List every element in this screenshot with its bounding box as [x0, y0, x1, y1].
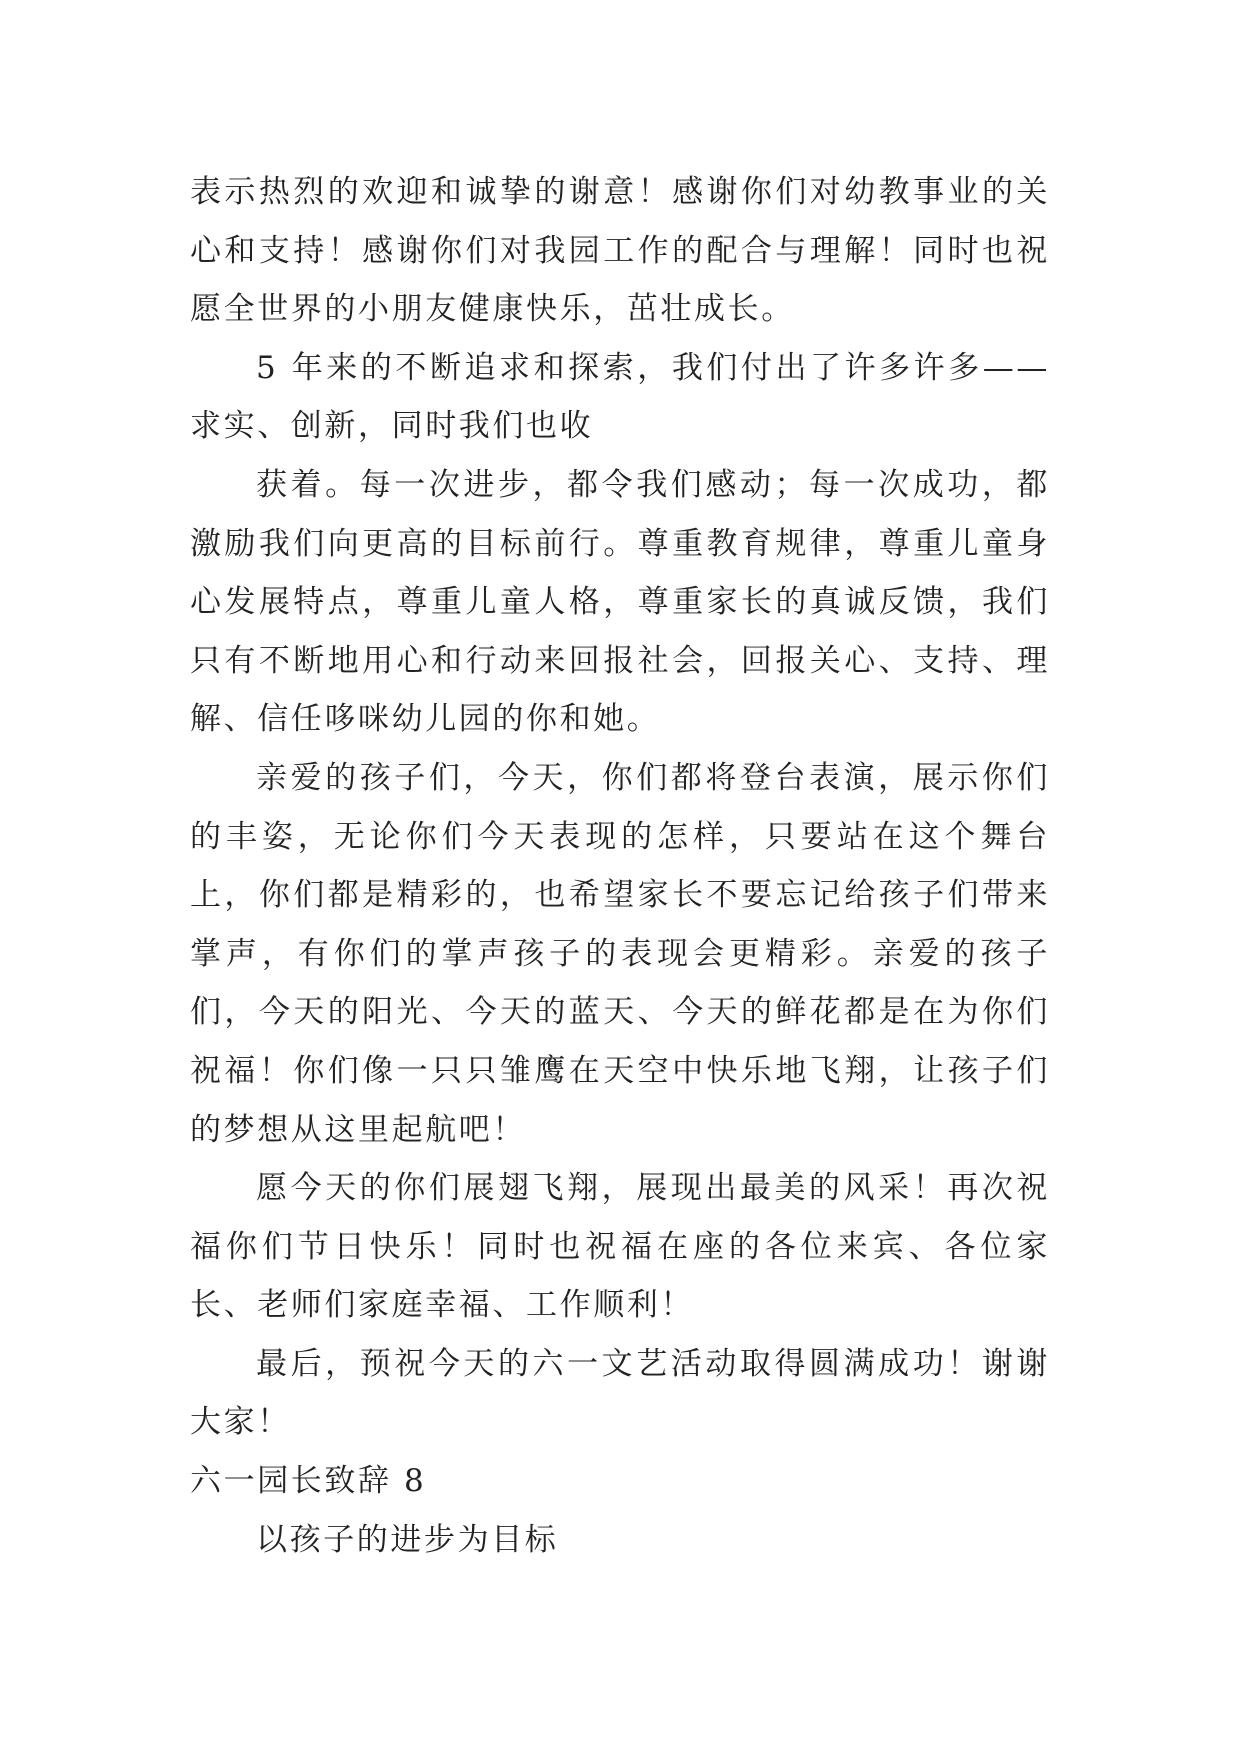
section-subtitle: 以孩子的进步为目标	[256, 1521, 559, 1558]
paragraph: 愿今天的你们展翅飞翔，展现出最美的风采！再次祝福你们节日快乐！同时也祝福在座的各位来宾、各位家长、老师们家庭幸福、工作顺利！	[190, 1170, 1050, 1324]
paragraph: 最后，预祝今天的六一文艺活动取得圆满成功！谢谢大家！	[190, 1345, 1050, 1441]
paragraph-continuation: 表示热烈的欢迎和诚挚的谢意！感谢你们对幼教事业的关心和支持！感谢你们对我园工作的配合与理解！同时也祝愿全世界的小朋友健康快乐，茁壮成长。	[190, 174, 1050, 328]
paragraph: 获着。每一次进步，都令我们感动；每一次成功，都激励我们向更高的目标前行。尊重教育规律，尊重儿童身心发展特点，尊重儿童人格，尊重家长的真诚反馈，我们只有不断地用心和行动来回报社会，回报关心、支持、理解、信任哆咪幼儿园的你和她。	[190, 466, 1050, 738]
paragraph: 亲爱的孩子们，今天，你们都将登台表演，展示你们的丰姿，无论你们今天表现的怎样，只要站在这个舞台上，你们都是精彩的，也希望家长不要忘记给孩子们带来掌声，有你们的掌声孩子的表现会更精彩。亲爱的孩子们，今天的阳光、今天的蓝天、今天的鲜花都是在为你们祝福！你们像一只只雏鹰在天空中快乐地飞翔，让孩子们的梦想从这里起航吧！	[190, 759, 1050, 1148]
document-body	[190, 163, 1050, 1569]
paragraph: 5 年来的不断追求和探索，我们付出了许多许多——求实、创新，同时我们也收	[190, 349, 1050, 445]
section-heading: 六一园长致辞 8	[190, 1463, 427, 1500]
